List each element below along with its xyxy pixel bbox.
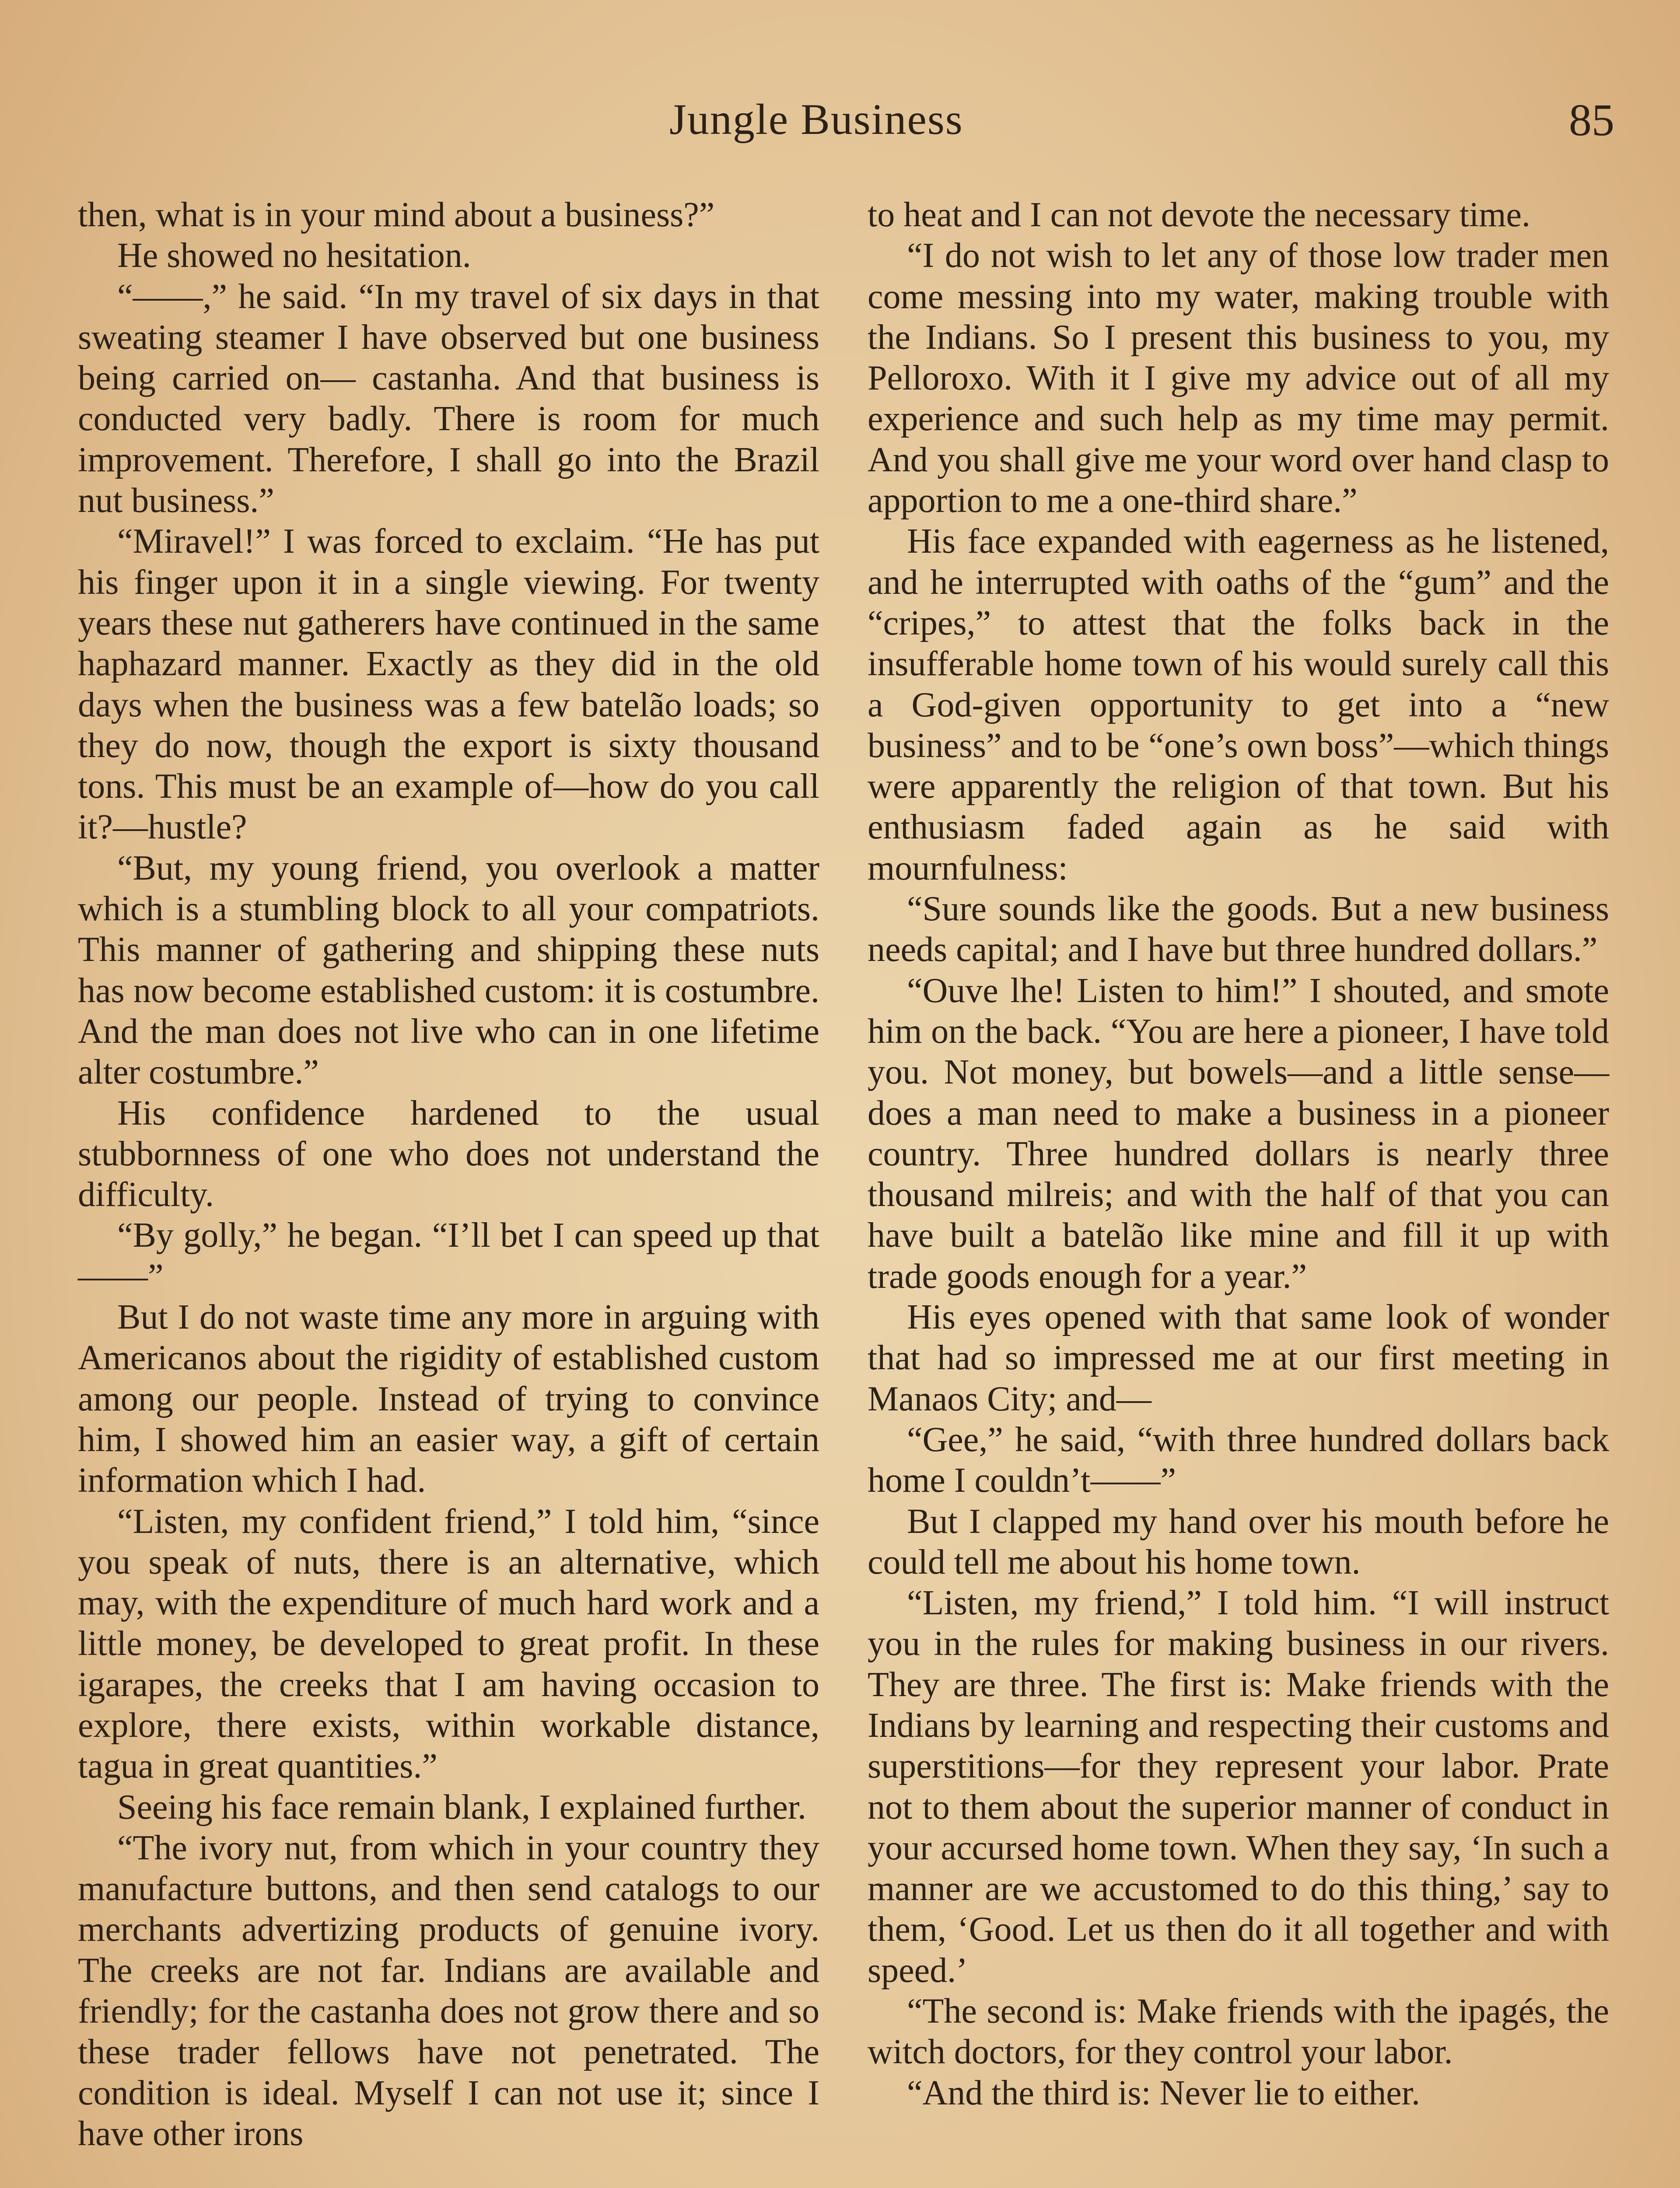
paragraph: to heat and I can not devote the necessary time. xyxy=(868,196,1530,234)
paragraph: “——,” he said. “In my travel of six days in that sweating steamer I have observed but one business being carried on— castanha. And that business is conducted very badly. There is room for much improvement. Therefore, I shall go into the Brazil nut business.” xyxy=(78,277,819,520)
paragraph: “The second is: Make friends with the ipagés, the witch doctors, for they control your labor. xyxy=(868,1992,1609,2072)
paragraph: But I clapped my hand over his mouth before he could tell me about his home town. xyxy=(868,1502,1609,1581)
paragraph: “Ouve lhe! Listen to him!” I shouted, and smote him on the back. “You are here a pioneer, I have told you. Not money, but bowels—and a little sense— does a man need to make a business in a pioneer country. Three hundred dollars is nearly three thousand milreis; and with the half of that you can have built a batelão like mine and fill it up with trade goods enough for a year.” xyxy=(868,971,1609,1296)
paragraph: “Listen, my confident friend,” I told him, “since you speak of nuts, there is an alternative, which may, with the expenditure of much hard work and a little money, be developed to great profit. In these igarapes, the creeks that I am having occasion to explore, there exists, within workable distance, tagua in great quantities.” xyxy=(78,1502,819,1786)
paragraph: “The ivory nut, from which in your country they manufacture buttons, and then send catalogs to our merchants advertizing products of genuine ivory. The creeks are not far. Indians are available and friendly; for the castanha does not grow there and so these trader fellows have not penetrated. The condition is ideal. Myself I can not use it; since I have other irons xyxy=(78,1828,819,2153)
right-column xyxy=(868,195,1609,2114)
paragraph: His confidence hardened to the usual stubbornness of one who does not understand the difficulty. xyxy=(78,1094,819,1214)
paragraph: His face expanded with eagerness as he listened, and he interrupted with oaths of the “gum” and the “cripes,” to attest that the folks back in the insufferable home town of his would surely call this a God-given opportunity to get into a “new business” and to be “one’s own boss”—which things were apparently the religion of that town. But his enthusiasm faded again as he said with mournfulness: xyxy=(868,522,1609,887)
left-column xyxy=(78,195,819,2154)
paragraph: “But, my young friend, you overlook a matter which is a stumbling block to all your compatriots. This manner of gathering and shipping these nuts has now become established custom: it is costumbre. And the man does not live who can in one lifetime alter costumbre.” xyxy=(78,849,819,1092)
paragraph: then, what is in your mind about a business?” xyxy=(78,196,715,234)
paragraph: “Listen, my friend,” I told him. “I will instruct you in the rules for making business in our rivers. They are three. The first is: Make friends with the Indians by learning and respecting their customs and superstitions—for they represent your labor. Prate not to them about the superior manner of conduct in your accursed home town. When they say, ‘In such a manner are we accustomed to do this thing,’ say to them, ‘Good. Let us then do it all together and with speed.’ xyxy=(868,1584,1609,1990)
paragraph: He showed no hesitation. xyxy=(117,236,471,275)
paragraph: “Sure sounds like the goods. But a new business needs capital; and I have but three hundred dollars.” xyxy=(868,890,1609,969)
paragraph: Seeing his face remain blank, I explained further. xyxy=(117,1788,806,1827)
paragraph: “Miravel!” I was forced to exclaim. “He has put his finger upon it in a single viewing. For twenty years these nut gatherers have continued in the same haphazard manner. Exactly as they did in the old days when the business was a few batelão loads; so they do now, though the export is sixty thousand tons. This must be an example of—how do you call it?—hustle? xyxy=(78,522,819,847)
paragraph: “Gee,” he said, “with three hundred dollars back home I couldn’t——” xyxy=(868,1420,1609,1500)
running-head: Jungle Business xyxy=(669,95,963,144)
paragraph: “I do not wish to let any of those low trader men come messing into my water, making trouble with the Indians. So I present this business to you, my Pelloroxo. With it I give my advice out of all my experience and such help as my time may permit. And you shall give me your word over hand clasp to apportion to me a one-third share.” xyxy=(868,236,1609,520)
paragraph: “And the third is: Never lie to either. xyxy=(907,2073,1421,2112)
page-number: 85 xyxy=(1569,95,1614,145)
paragraph: “By golly,” he began. “I’ll bet I can speed up that——” xyxy=(78,1216,819,1296)
page-header xyxy=(669,94,1614,147)
paragraph: His eyes opened with that same look of wonder that had so impressed me at our first meeting in Manaos City; and— xyxy=(868,1298,1609,1418)
paragraph: But I do not waste time any more in arguing with Americanos about the rigidity of established custom among our people. Instead of trying to convince him, I showed him an easier way, a gift of certain information which I had. xyxy=(78,1298,819,1500)
